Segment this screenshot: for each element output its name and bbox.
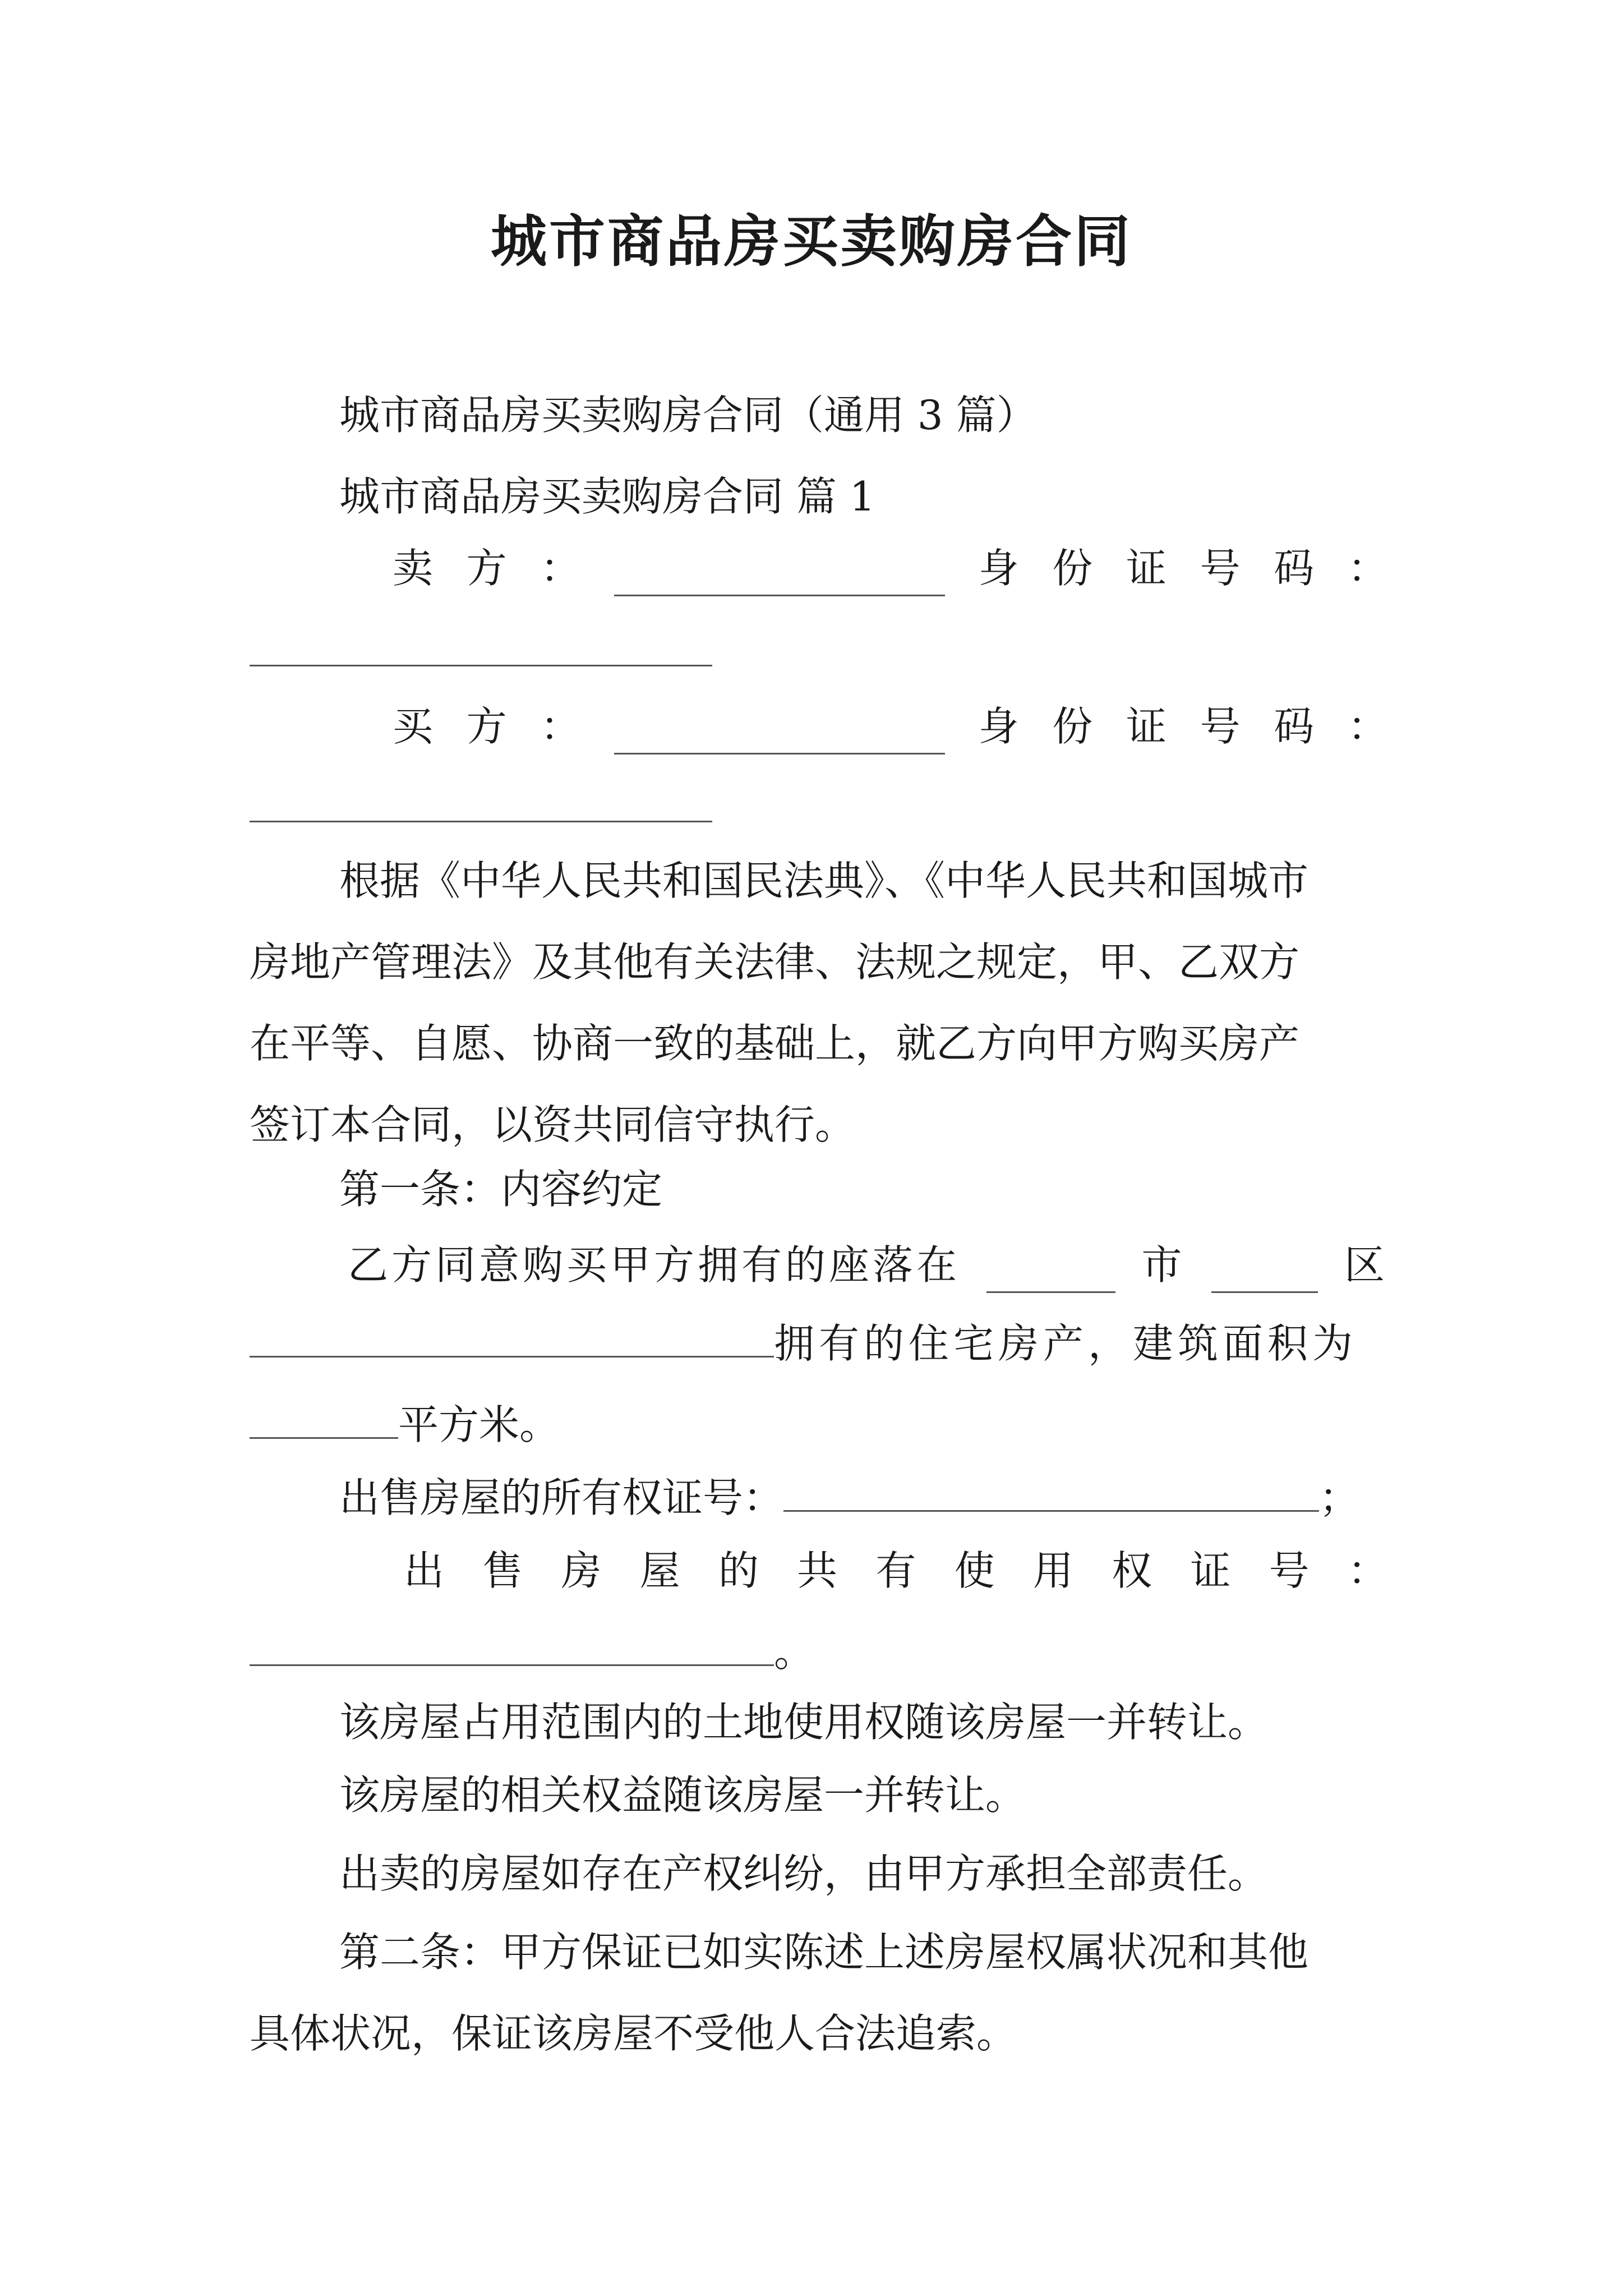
district-label: 区 <box>1344 1241 1388 1289</box>
buyer-id-label-6: ： <box>1347 703 1388 750</box>
location-prefix: 乙方同意购买甲方拥有的座落在 <box>348 1241 961 1289</box>
ownership-cert-row <box>250 1470 1388 1526</box>
shared-cert-label-9: 用 <box>1032 1547 1073 1594</box>
shared-cert-label-7: 有 <box>875 1547 916 1594</box>
area-blank <box>250 1402 398 1439</box>
buyer-id-blank <box>250 821 712 822</box>
subtitle-collection <box>250 387 1388 443</box>
buyer-id-label-1: 身 <box>978 703 1019 750</box>
buyer-name-blank <box>614 718 945 754</box>
shared-cert-label-2: 售 <box>482 1547 523 1594</box>
article-1-location-row <box>348 1237 1388 1293</box>
shared-cert-label-8: 使 <box>954 1547 995 1594</box>
subtitle-part-text: 城市商品房买卖购房合同 篇 1 <box>339 473 875 520</box>
seller-id-label-5: 码 <box>1274 545 1315 592</box>
buyer-id-label-3: 证 <box>1126 703 1166 750</box>
city-label: 市 <box>1141 1241 1186 1289</box>
article-2-line-1-text: 第二条：甲方保证已如实陈述上述房屋权属状况和其他 <box>339 1929 1309 1976</box>
buyer-label-1: 买 <box>393 703 434 750</box>
intro-line-2: 房地产管理法》及其他有关法律、法规之规定，甲、乙双方 <box>250 938 1300 986</box>
intro-line-1-text: 根据《中华人民共和国民法典》、《中华人民共和国城市 <box>339 857 1309 904</box>
buyer-id-label-4: 号 <box>1200 703 1241 750</box>
shared-cert-label-13: ： <box>1347 1547 1388 1594</box>
ownership-cert-label: 出售房屋的所有权证号： <box>339 1474 784 1521</box>
seller-label-2: 方 <box>466 545 507 592</box>
document-title: 城市商品房买卖购房合同 <box>491 208 1132 274</box>
shared-cert-label-4: 屋 <box>639 1547 680 1594</box>
seller-label-3: ： <box>540 545 581 592</box>
district-blank <box>1211 1257 1318 1293</box>
shared-cert-label-3: 房 <box>561 1547 602 1594</box>
article-1-heading-text: 第一条：内容约定 <box>339 1166 663 1213</box>
article-1-address-row <box>250 1315 1388 1372</box>
shared-cert-blank <box>250 1630 774 1666</box>
article-2-line-2: 具体状况，保证该房屋不受他人合法追索。 <box>250 2010 1017 2057</box>
shared-cert-label-10: 权 <box>1112 1547 1152 1594</box>
dispute-text: 出卖的房屋如存在产权纠纷，由甲方承担全部责任。 <box>339 1850 1269 1897</box>
shared-cert-value-row <box>250 1624 1388 1680</box>
area-unit: 平方米。 <box>398 1401 560 1448</box>
shared-cert-label-12: 号 <box>1269 1547 1310 1594</box>
related-rights-clause <box>250 1767 1388 1823</box>
seller-id-label-2: 份 <box>1052 545 1093 592</box>
buyer-id-label-5: 码 <box>1274 703 1315 750</box>
seller-name-blank <box>614 560 945 596</box>
article-1-heading <box>250 1161 1388 1217</box>
land-right-text: 该房屋占用范围内的土地使用权随该房屋一并转让。 <box>339 1699 1269 1746</box>
dispute-clause <box>250 1846 1388 1902</box>
seller-label-1: 卖 <box>393 545 434 592</box>
shared-cert-label-1: 出 <box>404 1547 445 1594</box>
buyer-label-3: ： <box>540 703 581 750</box>
subtitle-collection-text: 城市商品房买卖购房合同（通用 3 篇） <box>339 392 1037 439</box>
land-right-clause <box>250 1694 1388 1750</box>
shared-cert-label-6: 共 <box>797 1547 838 1594</box>
address-blank <box>250 1321 774 1358</box>
seller-id-label-6: ： <box>1347 545 1388 592</box>
buyer-label-2: 方 <box>466 703 507 750</box>
ownership-cert-blank <box>783 1475 1319 1512</box>
shared-cert-end: 。 <box>774 1628 815 1676</box>
seller-row <box>393 540 1388 596</box>
article-2-line-1 <box>250 1924 1388 1980</box>
related-rights-text: 该房屋的相关权益随该房屋一并转让。 <box>339 1772 1026 1819</box>
article-1-area-row <box>250 1397 1388 1453</box>
intro-line-3: 在平等、自愿、协商一致的基础上，就乙方向甲方购买房产 <box>250 1020 1300 1067</box>
seller-id-label-3: 证 <box>1126 545 1166 592</box>
intro-line-1 <box>250 853 1388 909</box>
shared-cert-label-5: 的 <box>718 1547 759 1594</box>
buyer-id-label-2: 份 <box>1052 703 1093 750</box>
seller-id-label-1: 身 <box>978 545 1019 592</box>
ownership-cert-end: ； <box>1319 1474 1360 1521</box>
subtitle-part <box>250 468 1388 524</box>
shared-cert-row <box>404 1543 1388 1599</box>
shared-cert-label-11: 证 <box>1190 1547 1231 1594</box>
seller-id-blank <box>250 665 712 666</box>
area-prefix: 拥有的住宅房产，建筑面积为 <box>774 1320 1358 1367</box>
intro-line-4: 签订本合同，以资共同信守执行。 <box>250 1101 856 1148</box>
city-blank <box>986 1257 1115 1293</box>
seller-id-label-4: 号 <box>1200 545 1241 592</box>
buyer-row <box>393 698 1388 754</box>
